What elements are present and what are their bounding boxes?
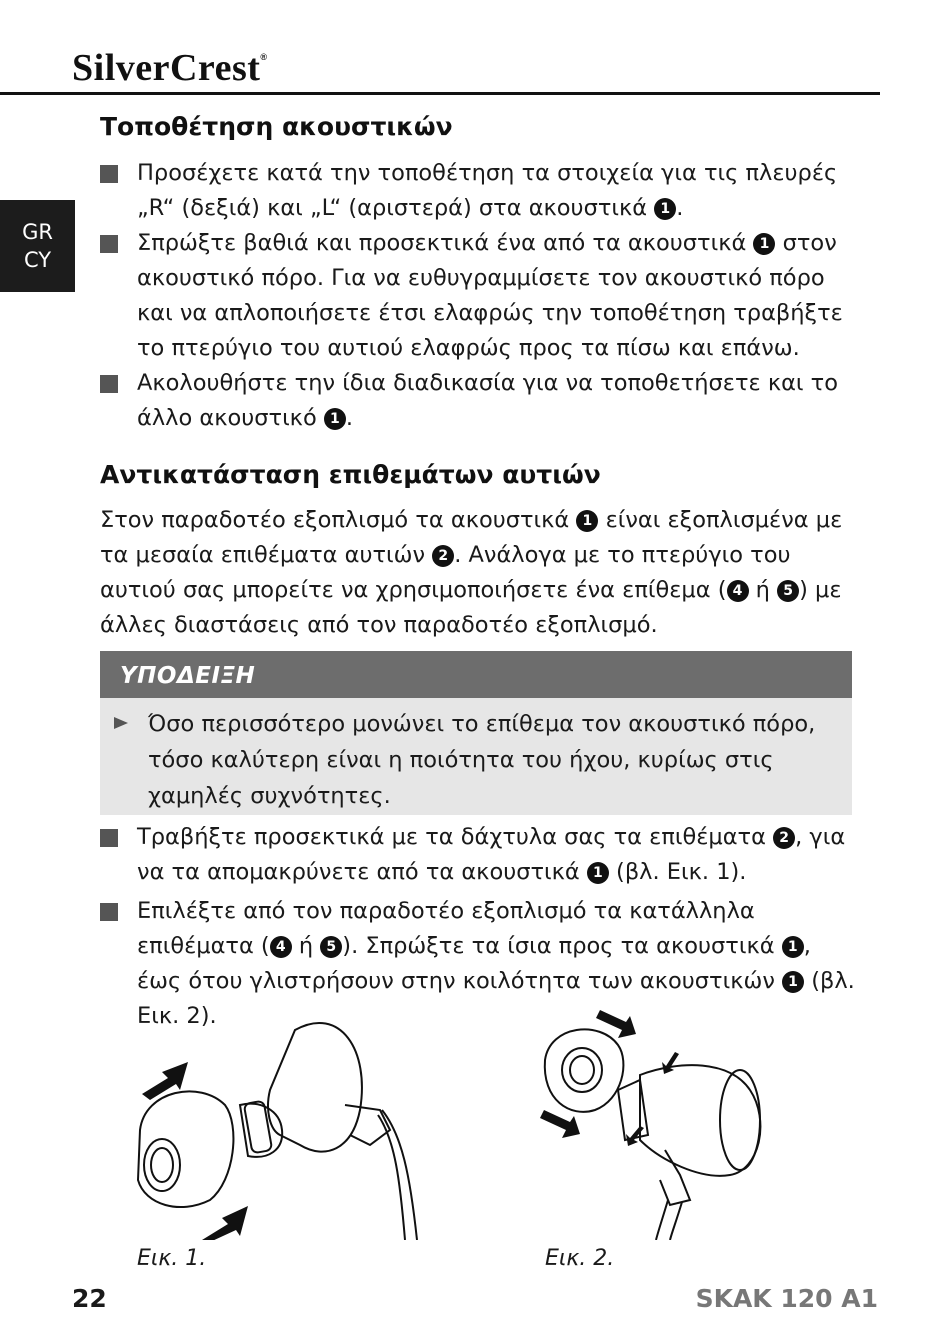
bullet-text: . xyxy=(345,405,354,431)
paragraph-text: ) με άλλες διαστάσεις από τον παραδοτέο εξοπλισμό. xyxy=(100,577,842,638)
note-heading: ΥΠΟΔΕΙΞΗ xyxy=(100,651,852,698)
bullet-text: (βλ. Εικ. 1). xyxy=(608,859,747,885)
figure-2-caption: Εικ. 2. xyxy=(545,1246,615,1271)
brand-logo xyxy=(72,46,268,90)
bullet-text: , για να τα απομακρύνετε από τα ακουστικά xyxy=(137,824,846,885)
marker-2: 2 xyxy=(432,545,454,567)
bullet-text: Προσέχετε κατά την τοποθέτηση τα στοιχεία για τις πλευρές „R“ (δεξιά) και „L“ (αριστερά) στα ακουστικά xyxy=(137,160,838,221)
figure-1-illustration xyxy=(120,1010,450,1240)
paragraph-text: Στον παραδοτέο εξοπλισμό τα ακουστικά xyxy=(100,507,577,533)
arrow-right-icon xyxy=(114,717,128,729)
language-code-cy: CY xyxy=(23,248,52,272)
marker-1: 1 xyxy=(587,862,609,884)
paragraph-text: είναι εξοπλισμένα με τα μεσαία επιθέματα αυτιών xyxy=(100,507,843,568)
list-item xyxy=(100,156,860,226)
registered-mark: ® xyxy=(260,52,268,62)
language-tab xyxy=(0,200,75,292)
marker-4: 4 xyxy=(270,936,292,958)
note-body xyxy=(100,698,852,814)
list-item xyxy=(100,820,860,890)
marker-5: 5 xyxy=(777,580,799,602)
marker-5: 5 xyxy=(320,936,342,958)
note-text: Όσο περισσότερο μονώνει το επίθεμα τον ακουστικό πόρο, τόσο καλύτερη είναι η ποιότητα του ήχου, κυρίως στις χαμηλές συχνότητες. xyxy=(148,711,816,809)
marker-1: 1 xyxy=(753,233,775,255)
marker-1: 1 xyxy=(654,198,676,220)
note-box xyxy=(100,651,852,815)
bullet-text: στον ακουστικό πόρο. Για να ευθυγραμμίσετε τον ακουστικό πόρο και να απλοποιήσετε έτσι ελαφρώς την τοποθέτηση τραβήξτε το πτερύγιο του αυτιού ελαφρώς προς τα πίσω και επάνω. xyxy=(137,230,843,361)
ear-tips-paragraph xyxy=(100,503,860,643)
bullet-text: ). Σπρώξτε τα ίσια προς τα ακουστικά xyxy=(342,933,782,959)
section-title-ear-tips: Αντικατάσταση επιθεμάτων αυτιών xyxy=(100,460,601,489)
marker-1: 1 xyxy=(782,971,804,993)
language-code-gr: GR xyxy=(22,220,53,244)
bullet-text: ή xyxy=(291,933,321,959)
brand-name: SilverCrest xyxy=(72,47,261,89)
bullet-text: . xyxy=(676,195,684,221)
paragraph-text: . Ανάλογα με το πτερύγιο του αυτιού σας μπορείτε να χρησιμοποιήσετε ένα επίθεμα ( xyxy=(100,542,791,603)
paragraph-text: ή xyxy=(748,577,778,603)
header-rule xyxy=(0,92,880,95)
section-title-fitting: Τοποθέτηση ακουστικών xyxy=(100,112,453,141)
marker-4: 4 xyxy=(727,580,749,602)
figure-1-caption: Εικ. 1. xyxy=(137,1246,207,1271)
marker-2: 2 xyxy=(773,827,795,849)
marker-1: 1 xyxy=(782,936,804,958)
figure-2-illustration xyxy=(530,1000,790,1240)
bullet-text: , έως ότου γλιστρήσουν στην κοιλότητα των ακουστικών xyxy=(137,933,811,994)
marker-1: 1 xyxy=(324,408,346,430)
bullet-text: Τραβήξτε προσεκτικά με τα δάχτυλα σας τα επιθέματα xyxy=(137,824,774,850)
fitting-instructions xyxy=(100,156,860,436)
bullet-text: Επιλέξτε από τον παραδοτέο εξοπλισμό τα κατάλληλα επιθέματα ( xyxy=(137,898,755,959)
bullet-text: (βλ. Εικ. 2). xyxy=(137,968,855,1029)
list-item xyxy=(100,226,860,366)
marker-1: 1 xyxy=(576,510,598,532)
bullet-text: Ακολουθήστε την ίδια διαδικασία για να τοποθετήσετε και το άλλο ακουστικό xyxy=(137,370,838,431)
model-number: SKAK 120 A1 xyxy=(695,1284,878,1313)
list-item xyxy=(100,366,860,436)
page-number: 22 xyxy=(72,1284,107,1313)
bullet-text: Σπρώξτε βαθιά και προσεκτικά ένα από τα ακουστικά xyxy=(137,230,754,256)
